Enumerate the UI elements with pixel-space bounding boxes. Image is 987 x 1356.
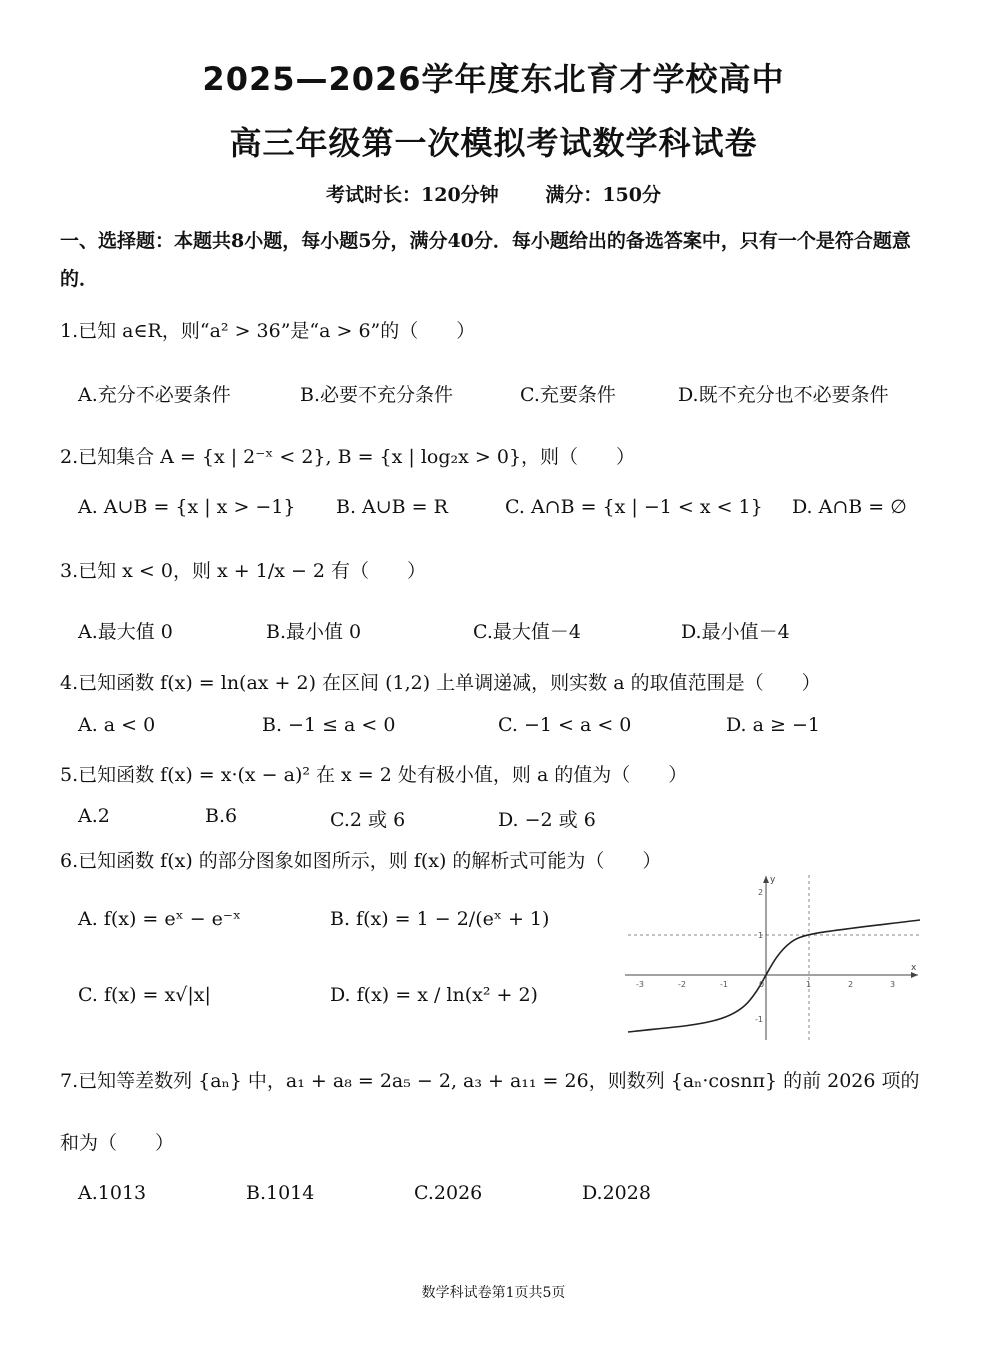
q3-option-b: B.最小值 0: [266, 621, 362, 643]
q6-option-d: D. f(x) = x / ln(x² + 2): [330, 984, 538, 1006]
y-tick-1: 1: [758, 931, 764, 940]
section-heading: 一、选择题：本题共8小题，每小题5分，满分40分．每小题给出的备选答案中，只有一个是符合题意的．: [60, 230, 911, 290]
q6-option-a: A. f(x) = eˣ − e⁻ˣ: [78, 908, 241, 930]
q2-option-d: D. A∩B = ∅: [792, 496, 907, 518]
exam-duration: 考试时长：120分钟: [326, 184, 499, 206]
x-tick-1: 1: [806, 980, 812, 989]
graph-y-arrow: [763, 876, 769, 883]
y-axis-label: y: [770, 875, 776, 885]
q4-option-d: D. a ≥ −1: [726, 714, 820, 736]
q3-option-a: A.最大值 0: [78, 621, 173, 643]
q3-option-c: C.最大值－4: [473, 621, 581, 643]
question-6-stem: 6.已知函数 f(x) 的部分图象如图所示，则 f(x) 的解析式可能为（ ）: [60, 850, 662, 872]
q7-option-b: B.1014: [246, 1182, 315, 1204]
question-4-stem: 4.已知函数 f(x) = ln(ax + 2) 在区间 (1,2) 上单调递减，则实数 a 的取值范围是（ ）: [60, 672, 821, 694]
exam-score: 满分：150分: [545, 184, 661, 206]
q1-option-b: B.必要不充分条件: [300, 384, 454, 406]
question-1-stem: 1.已知 a∈R，则“a² > 36”是“a > 6”的（ ）: [60, 320, 476, 342]
q4-option-b: B. −1 ≤ a < 0: [262, 714, 396, 736]
q1-option-d: D.既不充分也不必要条件: [678, 384, 889, 406]
x-tick-neg2: -2: [678, 980, 686, 989]
x-tick-2: 2: [848, 980, 854, 989]
q6-option-b: B. f(x) = 1 − 2/(eˣ + 1): [330, 908, 550, 930]
q4-option-c: C. −1 < a < 0: [498, 714, 632, 736]
q2-option-a: A. A∪B = {x | x > −1}: [78, 496, 296, 518]
q4-option-a: A. a < 0: [78, 714, 156, 736]
y-tick-2: 2: [758, 888, 764, 897]
q5-option-a: A.2: [78, 805, 110, 827]
function-graph: [620, 870, 930, 1045]
x-tick-neg3: -3: [636, 980, 644, 989]
q5-option-c: C.2 或 6: [330, 809, 406, 831]
exam-title-line1: 2025—2026学年度东北育才学校高中: [202, 60, 785, 98]
y-tick-neg1: -1: [755, 1015, 763, 1024]
exam-title-line2: 高三年级第一次模拟考试数学科试卷: [229, 124, 758, 162]
q3-option-d: D.最小值－4: [681, 621, 790, 643]
exam-info: [0, 180, 987, 207]
q5-option-b: B.6: [205, 805, 238, 827]
question-7-stem: 7.已知等差数列 {aₙ} 中，a₁ + a₈ = 2a₅ − 2, a₃ + a₁₁ = 26，则数列 {aₙ·cosnπ} 的前 2026 项的: [60, 1070, 920, 1092]
question-2-stem: 2.已知集合 A = {x | 2⁻ˣ < 2}, B = {x | log₂x > 0}，则（ ）: [60, 446, 636, 468]
question-3-stem: 3.已知 x < 0，则 x + 1/x − 2 有（ ）: [60, 560, 427, 582]
q7-option-a: A.1013: [78, 1182, 147, 1204]
graph-curve: [628, 920, 920, 1032]
q5-option-d: D. −2 或 6: [498, 809, 596, 831]
q1-option-a: A.充分不必要条件: [78, 384, 231, 406]
q2-option-c: C. A∩B = {x | −1 < x < 1}: [505, 496, 763, 518]
q7-option-d: D.2028: [582, 1182, 651, 1204]
q7-option-c: C.2026: [414, 1182, 483, 1204]
page-footer: 数学科试卷第1页共5页: [421, 1285, 566, 1301]
x-tick-0: 0: [759, 980, 765, 989]
question-5-stem: 5.已知函数 f(x) = x·(x − a)² 在 x = 2 处有极小值，则 a 的值为（ ）: [60, 764, 688, 786]
x-tick-3: 3: [890, 980, 896, 989]
q6-option-c: C. f(x) = x√|x|: [78, 984, 211, 1006]
q2-option-b: B. A∪B = R: [336, 496, 448, 518]
q1-option-c: C.充要条件: [520, 384, 616, 406]
x-axis-label: x: [911, 963, 917, 973]
question-7-stem-cont: 和为（ ）: [60, 1132, 175, 1154]
x-tick-neg1: -1: [720, 980, 728, 989]
